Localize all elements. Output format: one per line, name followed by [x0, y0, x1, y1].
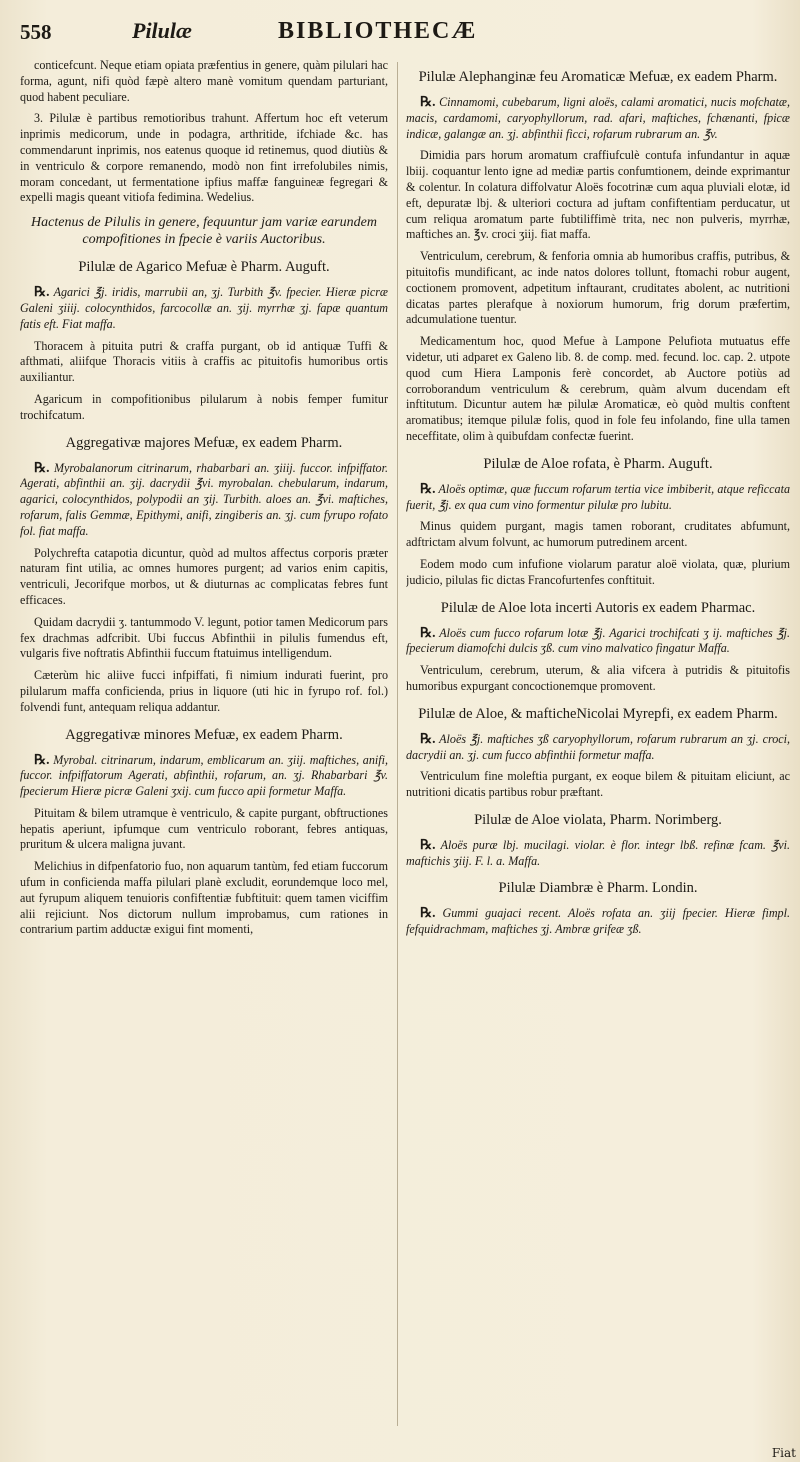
recipe-symbol: ℞.	[420, 624, 436, 640]
recipe-symbol: ℞.	[420, 730, 436, 746]
recipe-heading: Pilulæ Alephanginæ feu Aromaticæ Mefuæ, ex eadem Pharm.	[418, 69, 778, 85]
paragraph: Ventriculum, cerebrum, uterum, & alia vifcera à putridis & pituitofis humoribus expurgant concoctionemque promovent.	[406, 663, 790, 693]
paragraph: Pituitam & bilem utramque è ventriculo, & capite purgant, obftructiones hepatis aperiunt, ipfumque cum ventriculo roborant, febres antiquas, pruritum & ulcera maligna juvant.	[20, 805, 388, 852]
recipe-text: Aloës cum fucco rofarum lotæ ℥j. Agarici trochifcati ʒ ij. maftiches ℥j. fpecierum diamofchi dulcis ʒß. cum vino malvatico fingatur Maffa.	[406, 625, 790, 656]
catchword: Fiat	[771, 1446, 796, 1460]
paragraph: Ventriculum fine moleftia purgant, ex eoque bilem & pituitam eliciunt, ac nutritioni dicatis partibus robur præftant.	[406, 769, 790, 800]
recipe-symbol: ℞.	[34, 284, 50, 300]
recipe-symbol: ℞.	[34, 751, 50, 767]
recipe	[406, 731, 790, 764]
paragraph: conticefcunt. Neque etiam opiata præfentius in genere, quàm pilulari hac forma, agunt, nifi quòd fæpè altero manè vomitum quendam parturiant, quod habent peculiare.	[20, 58, 388, 104]
running-head-left: Pilulæ	[132, 18, 192, 43]
recipe-symbol: ℞.	[420, 94, 436, 109]
recipe-text: Myrobalanorum citrinarum, rhabarbari an. ʒiiij. fuccor. infpiffator. Agerati, abfinthii an. ʒij. dacrydii ℥vi. myrobalan. chebularum, indarum, agarici, colocynthidos, polypodii an ʒij. Turbith. aloes an. ℥vi. maftiches, rofarum, falis Gemmæ, Epithymi, anifi, zingiberis an. ʒj. cum fyrupo rofato fol. fiat maffa.	[20, 460, 388, 538]
paragraph: Ventriculum, cerebrum, & fenforia omnia ab humoribus craffis, putribus, & pituitofis mundificant, ac inde natos dolores tollunt, ftomachi robur augent, coctionem promovent, adpetitum inftaurant, cruditates abolent, ac nutritioni dicatas partes plerafque à noxiorum humorum, frig dorum præfertim, adcumulatione tuentur.	[406, 249, 790, 327]
column-divider	[397, 62, 398, 1426]
recipe-text: Aloës puræ lbj. mucilagi. violar. è flor. integr lbß. refinæ fcam. ℥vi. maftichis ʒiij. F. l. a. Maffa.	[406, 837, 790, 868]
paragraph: Medicamentum hoc, quod Mefue à Lampone Pelufiota mutuatus effe videtur, uti adparet ex Galeno lib. 8. de comp. med. fecund. loc. cap. 2. utpote quod cum Hiera Lamponis ferè concordet, ab Auctore potiùs ad corroborandum ventriculum & cerebrum, quàm alvum ducendam eft inftitutum. Dicuntur autem hæ pilulæ Aromaticæ, eò quòd multis conftent aromatibus; itemque pilulæ folis, quod in fole feu infolando, fine ulla tamen neceffitate, olim à quibufdam confectæ fuerint.	[406, 334, 790, 443]
section-title: Hactenus de Pilulis in genere, fequuntur jam variæ earundem compofitiones in fpecie è variis Auctoribus.	[31, 215, 377, 248]
page-header	[20, 18, 782, 52]
paragraph: Eodem modo cum infufione violarum paratur aloë violata, quæ, plurium judicio, pilulas fic dictas Francofurtenfes conftituit.	[406, 556, 790, 587]
right-column	[406, 58, 790, 1432]
recipe	[406, 905, 790, 938]
paragraph: Minus quidem purgant, magis tamen roborant, cruditates abfumunt, adftrictam alvum folvunt, ac humorum putredinem arcent.	[406, 519, 790, 550]
paragraph: Agaricum in compofitionibus pilularum à nobis femper fumitur trochifcatum.	[20, 391, 388, 422]
recipe-heading: Pilulæ de Aloe lota incerti Autoris ex eadem Pharmac.	[440, 599, 756, 616]
recipe-text: Cinnamomi, cubebarum, ligni aloës, calami aromatici, nucis mofchatæ, macis, cardamomi, caryophyllorum, rad. afari, maftiches, fchænanti, fpicæ indicæ, galangæ an. ʒj. abfinthii ficci, rofarum rubrarum an. ℥v.	[406, 95, 790, 141]
recipe	[406, 94, 790, 142]
paragraph: Polychrefta catapotia dicuntur, quòd ad multos affectus corporis præter naturam fint utilia, ac omnes humores purgent; ad varios enim capitis, ventriculi, Jecorifque morbos, ut & diuturnas ac complicatas febres funt efficaces.	[20, 545, 388, 607]
recipe-symbol: ℞.	[34, 459, 50, 475]
paragraph: Thoracem à pituita putri & craffa purgant, ob id antiquæ Tuffi & afthmati, aliifque Thoracis vitiis à craffis ac pituitofis humoribus ortis auxiliantur.	[20, 338, 388, 385]
recipe-symbol: ℞.	[420, 480, 436, 496]
recipe	[20, 460, 388, 540]
recipe-heading: Aggregativæ minores Mefuæ, ex eadem Pharm.	[65, 726, 343, 743]
recipe	[20, 284, 388, 332]
recipe	[406, 481, 790, 514]
paragraph: Cæterùm hic aliive fucci infpiffati, fi nimium indurati fuerint, pro pilularum maffa conficienda, prius in liquore (uti hic in fyrupo rof. fol.) folvendi funt, antequam reliqua addantur.	[20, 668, 388, 714]
paragraph: Quidam dacrydii ʒ. tantummodo V. legunt, potior tamen Medicorum pars fex drachmas adfcribit. Ubi fuccus Abfinthii in pilulis fumendus eft, vulgaris five noftratis Abfinthii fuccum ftatuimus intelligendum.	[20, 614, 388, 661]
recipe-heading: Pilulæ Diambræ è Pharm. Londin.	[498, 880, 698, 897]
recipe-heading: Pilulæ de Aloe, & mafticheNicolai Myrepfi, ex eadem Pharm.	[418, 705, 778, 722]
paragraph: Melichius in difpenfatorio fuo, non aquarum tantùm, fed etiam fuccorum ufum in conficienda maffa pilulari planè excludit, eorundemque loco mel, aut fyrupum aliquem tenuioris confiftentiæ fubftituit: quem tamen viciffim alii rejiciunt. Nos dictorum nullum improbamus, cum rationes in contrarium partim adductæ exigui fint momenti,	[20, 859, 388, 937]
recipe-text: Myrobal. citrinarum, indarum, emblicarum an. ʒiij. maftiches, anifi, fuccor. infpiffatorum Agerati, abfinthii, rofarum, an. ʒj. Rhabarbari ℥v. fpecierum Hieræ picræ Galeni ʒxij. cum fucco apii formetur Maffa.	[20, 752, 388, 799]
paragraph: 3. Pilulæ è partibus remotioribus trahunt. Affertum hoc eft veterum inprimis medicorum, unde in podagra, arthritide, ifchiade &c. has commendarunt inprimis, nos eatenus quoque id retinemus, quod diutiùs & in ventriculo & corpore remanendo, modò non fint irrefolubiles nimis, moram concedant, ut fermentatione ipfius maffæ fanguineæ fegregari & expelli magis queant vitiofa fedimina. Wedelius.	[20, 111, 388, 205]
recipe	[20, 752, 388, 800]
recipe-heading: Pilulæ de Aloe violata, Pharm. Norimberg.	[474, 811, 722, 828]
recipe-text: Aloës optimæ, quæ fuccum rofarum tertia vice imbiberit, atque reficcata fuerit, ℥j. ex qua cum vino formentur pilulæ pro lubitu.	[406, 481, 790, 512]
recipe-text: Aloës ℥j. maftiches ʒß caryophyllorum, rofarum rubrarum an ʒj. croci, dacrydii an. ʒj. cum fucco abfinthii formetur maffa.	[406, 731, 790, 762]
recipe-symbol: ℞.	[420, 905, 436, 921]
paragraph: Dimidia pars horum aromatum craffiufculè contufa infundantur in aquæ lbiij. coquantur lento igne ad mediæ partis confumtionem, deinde exprimantur & colentur. In colatura diffolvatur Aloës focotrinæ cum aqua pluviali elotæ, id eft, depuratæ lbj. & ulteriori coctura ad juftam confiftentiam perducatur, ut cum reliqua aromatum parte fubtiliffimè trita, nec non pulveris, myrrhæ, maftiches an. ℥v. croci ʒiij. fiat maffa.	[406, 148, 790, 242]
recipe-text: Gummi guajaci recent. Aloës rofata an. ʒiij fpecier. Hieræ fimpl. fefquidrachmam, maftiches ʒj. Ambræ grifeæ ʒß.	[406, 906, 790, 937]
running-head-right: BIBLIOTHECÆ	[278, 18, 478, 44]
recipe-symbol: ℞.	[420, 836, 436, 852]
recipe-heading: Pilulæ de Aloe rofata, è Pharm. Auguft.	[483, 455, 713, 472]
recipe-text: Agarici ℥j. iridis, marrubii an, ʒj. Turbith ℥v. fpecier. Hieræ picræ Galeni ʒiiij. colocynthidos, farcocollæ an. ʒij. myrrhæ ʒj. fapæ quantum fatis eft. Fiat maffa.	[20, 285, 388, 331]
left-column	[20, 58, 388, 1432]
recipe-heading: Aggregativæ majores Mefuæ, ex eadem Pharm.	[65, 434, 343, 451]
recipe	[406, 625, 790, 658]
recipe	[406, 837, 790, 870]
recipe-heading: Pilulæ de Agarico Mefuæ è Pharm. Auguft.	[78, 259, 330, 276]
page-number: 558	[20, 20, 52, 44]
